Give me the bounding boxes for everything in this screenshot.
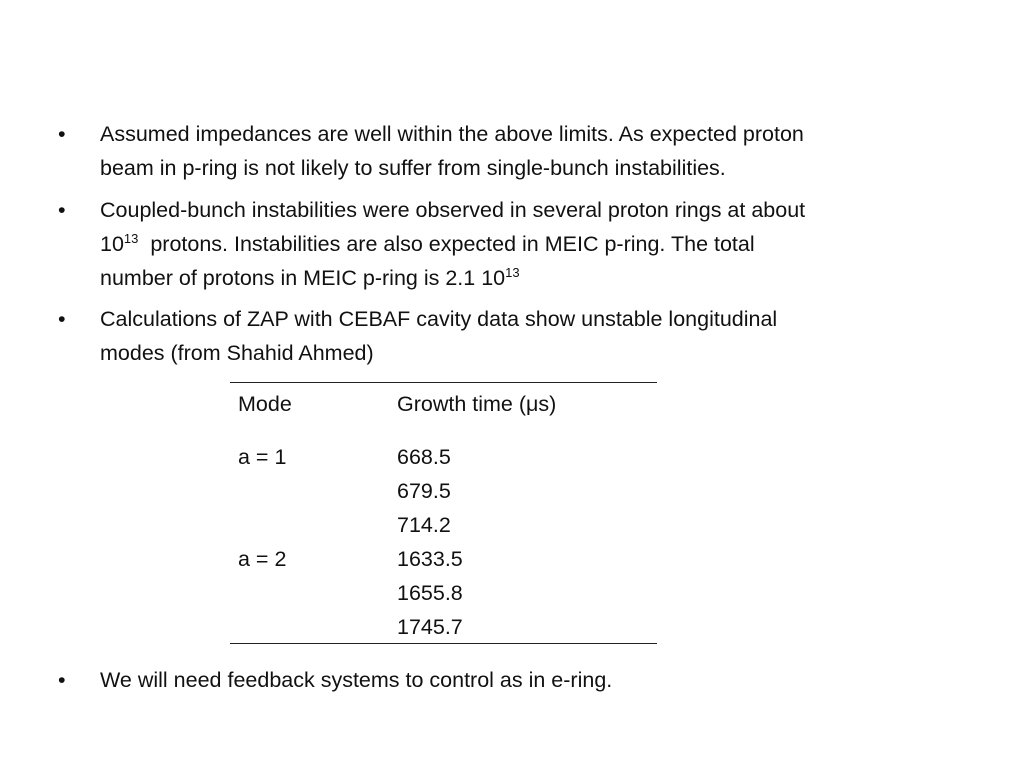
- table-cell-mode: a = 1: [238, 445, 287, 469]
- bullet-dot: •: [58, 122, 66, 146]
- bullet-line: beam in p-ring is not likely to suffer from single-bunch instabilities.: [100, 156, 726, 180]
- exponent: 13: [123, 231, 139, 246]
- bullet-text: [100, 302, 970, 370]
- table-cell-growth: 679.5: [397, 479, 451, 503]
- exponent: 13: [505, 265, 520, 280]
- table-header-mode: Mode: [238, 392, 292, 416]
- table-cell-mode: a = 2: [238, 547, 287, 571]
- bullet-dot: •: [58, 198, 66, 222]
- table-cell-growth: 668.5: [397, 445, 451, 469]
- bullet-line: Calculations of ZAP with CEBAF cavity data show unstable longitudinal: [100, 307, 778, 331]
- line-text: protons. Instabilities are also expected in MEIC p-ring. The total: [138, 232, 755, 256]
- bullet-text: [100, 117, 970, 185]
- table-header-growth-time: Growth time (μs): [397, 392, 557, 416]
- bullet-text: [100, 663, 970, 697]
- bullet-line: Assumed impedances are well within the above limits. As expected proton: [100, 122, 804, 146]
- table-cell-growth: 1633.5: [397, 547, 463, 571]
- line-text: number of protons in MEIC p-ring is 2.1 10: [100, 266, 506, 290]
- bullet-line: modes (from Shahid Ahmed): [100, 341, 374, 365]
- bullet-line: [100, 261, 970, 295]
- table-cell-growth: 714.2: [397, 513, 451, 537]
- bullet-line: Coupled-bunch instabilities were observed in several proton rings at about: [100, 198, 806, 222]
- table-cell-growth: 1745.7: [397, 615, 463, 639]
- bullet-dot: •: [58, 668, 66, 692]
- table-cell-growth: 1655.8: [397, 581, 463, 605]
- bullet-dot: •: [58, 307, 66, 331]
- number-base: 10: [100, 232, 124, 256]
- bullet-line: [100, 227, 970, 261]
- bullet-text: [100, 193, 970, 295]
- growth-time-table: [230, 382, 657, 644]
- bullet-line: We will need feedback systems to control as in e-ring.: [100, 668, 613, 692]
